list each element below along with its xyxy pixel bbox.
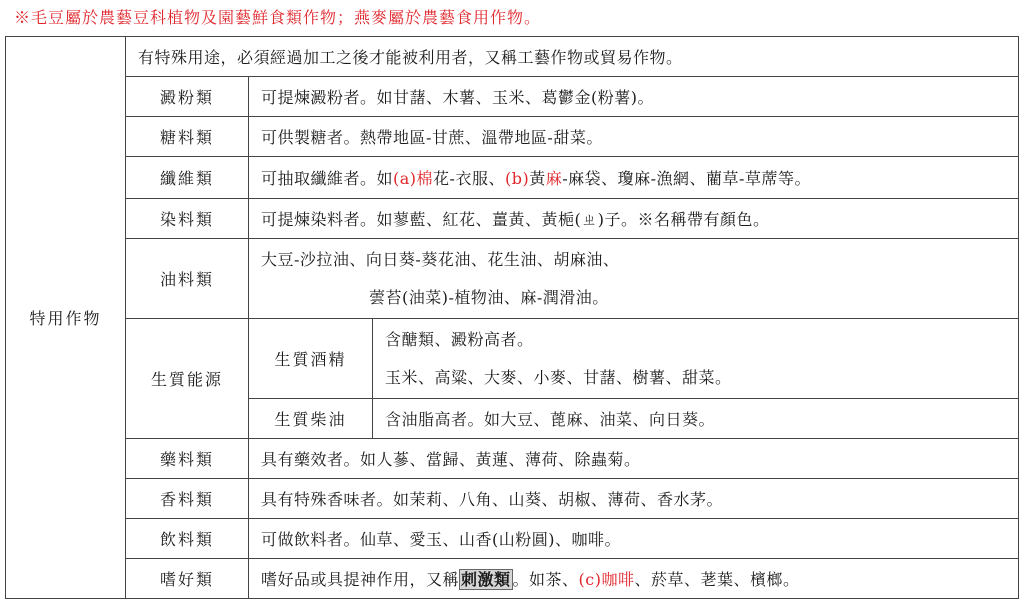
category-spice <box>126 479 249 519</box>
category-medicine <box>126 439 249 479</box>
subcategory-biodiesel <box>249 399 373 439</box>
table-row <box>6 117 1019 157</box>
category-label: 生質能源 <box>150 370 223 389</box>
main-category-label: 特用作物 <box>29 309 102 328</box>
highlighted-term: 刺激類 <box>461 570 511 589</box>
table-row <box>6 239 1019 319</box>
description-text: 黃 <box>529 169 546 188</box>
description-line-1: 大豆-沙拉油、向日葵-葵花油、花生油、胡麻油、 <box>261 249 620 269</box>
description-biodiesel <box>373 399 1019 439</box>
answer-b-highlight: (b) <box>504 169 530 188</box>
category-label: 澱粉類 <box>159 88 214 107</box>
description-spice <box>249 479 1019 519</box>
category-label: 纖維類 <box>159 169 214 188</box>
description-text: 可抽取纖維者。如 <box>261 169 394 188</box>
table-row <box>6 77 1019 117</box>
category-dye <box>126 199 249 239</box>
subcategory-bioethanol <box>249 319 373 399</box>
description-text: -麻袋、瓊麻-漁網、藺草-草蓆等。 <box>562 169 811 188</box>
description-stimulant <box>249 559 1019 599</box>
category-label: 嗜好類 <box>159 570 214 589</box>
description-text: 含油脂高者。如大豆、蓖麻、油菜、向日葵。 <box>385 410 716 429</box>
description-text: 具有藥效者。如人蔘、當歸、黃蓮、薄荷、除蟲菊。 <box>261 450 641 469</box>
table-row <box>6 439 1019 479</box>
description-dye <box>249 199 1019 239</box>
category-stimulant <box>126 559 249 599</box>
intro-text: 有特殊用途，必須經過加工之後才能被利用者，又稱工藝作物或貿易作物。 <box>138 48 683 67</box>
description-text: 、菸草、荖葉、檳榔。 <box>634 570 800 589</box>
intro-cell <box>126 37 1019 77</box>
description-line-1: 含醣類、澱粉高者。 <box>385 329 534 349</box>
category-label: 油料類 <box>159 270 214 289</box>
description-text: 可提煉澱粉者。如甘藷、木薯、玉米、葛鬱金(粉薯)。 <box>261 88 654 107</box>
category-label: 香料類 <box>159 490 214 509</box>
description-beverage <box>249 519 1019 559</box>
description-medicine <box>249 439 1019 479</box>
answer-a-highlight: (a)棉 <box>393 169 434 188</box>
description-text: 花-衣服、 <box>433 169 505 188</box>
main-category-cell <box>6 37 126 599</box>
table-row <box>6 199 1019 239</box>
description-fiber <box>249 157 1019 199</box>
header-note: ※毛豆屬於農藝豆科植物及園藝鮮食類作物；燕麥屬於農藝食用作物。 <box>14 8 542 27</box>
description-text: 可提煉染料者。如蓼藍、紅花、薑黃、黃梔(ㄓ)子。※名稱帶有顏色。 <box>261 210 770 229</box>
description-starch <box>249 77 1019 117</box>
description-sugar <box>249 117 1019 157</box>
answer-b-keyword: 麻 <box>545 169 563 188</box>
table-row <box>6 479 1019 519</box>
subcategory-label: 生質柴油 <box>274 410 347 429</box>
description-oil <box>249 239 1019 319</box>
table-row <box>6 319 1019 399</box>
category-oil <box>126 239 249 319</box>
category-label: 染料類 <box>159 210 214 229</box>
category-sugar <box>126 117 249 157</box>
subcategory-label: 生質酒精 <box>274 350 347 369</box>
description-line-2: 玉米、高粱、大麥、小麥、甘藷、樹薯、甜菜。 <box>385 367 732 387</box>
description-line-2: 蕓苔(油菜)-植物油、麻-潤滑油。 <box>369 287 609 307</box>
table-row <box>6 519 1019 559</box>
table-row <box>6 157 1019 199</box>
category-beverage <box>126 519 249 559</box>
category-label: 糖料類 <box>159 128 214 147</box>
description-text: 具有特殊香味者。如茉莉、八角、山葵、胡椒、薄荷、香水茅。 <box>261 490 724 509</box>
answer-c-highlight: (c)咖啡 <box>578 570 635 589</box>
category-bioenergy <box>126 319 249 439</box>
description-text: 可做飲料者。仙草、愛玉、山香(山粉圓)、咖啡。 <box>261 530 621 549</box>
table-row <box>6 559 1019 599</box>
description-bioethanol <box>373 319 1019 399</box>
category-starch <box>126 77 249 117</box>
description-text: 。如茶、 <box>512 570 579 589</box>
description-text: 可供製糖者。熱帶地區-甘蔗、溫帶地區-甜菜。 <box>261 128 603 147</box>
category-label: 藥料類 <box>159 450 214 469</box>
category-label: 飲料類 <box>159 530 214 549</box>
special-crops-table <box>5 36 1019 599</box>
description-text: 嗜好品或具提神作用，又稱 <box>261 570 460 589</box>
category-fiber <box>126 157 249 199</box>
table-row <box>6 37 1019 77</box>
